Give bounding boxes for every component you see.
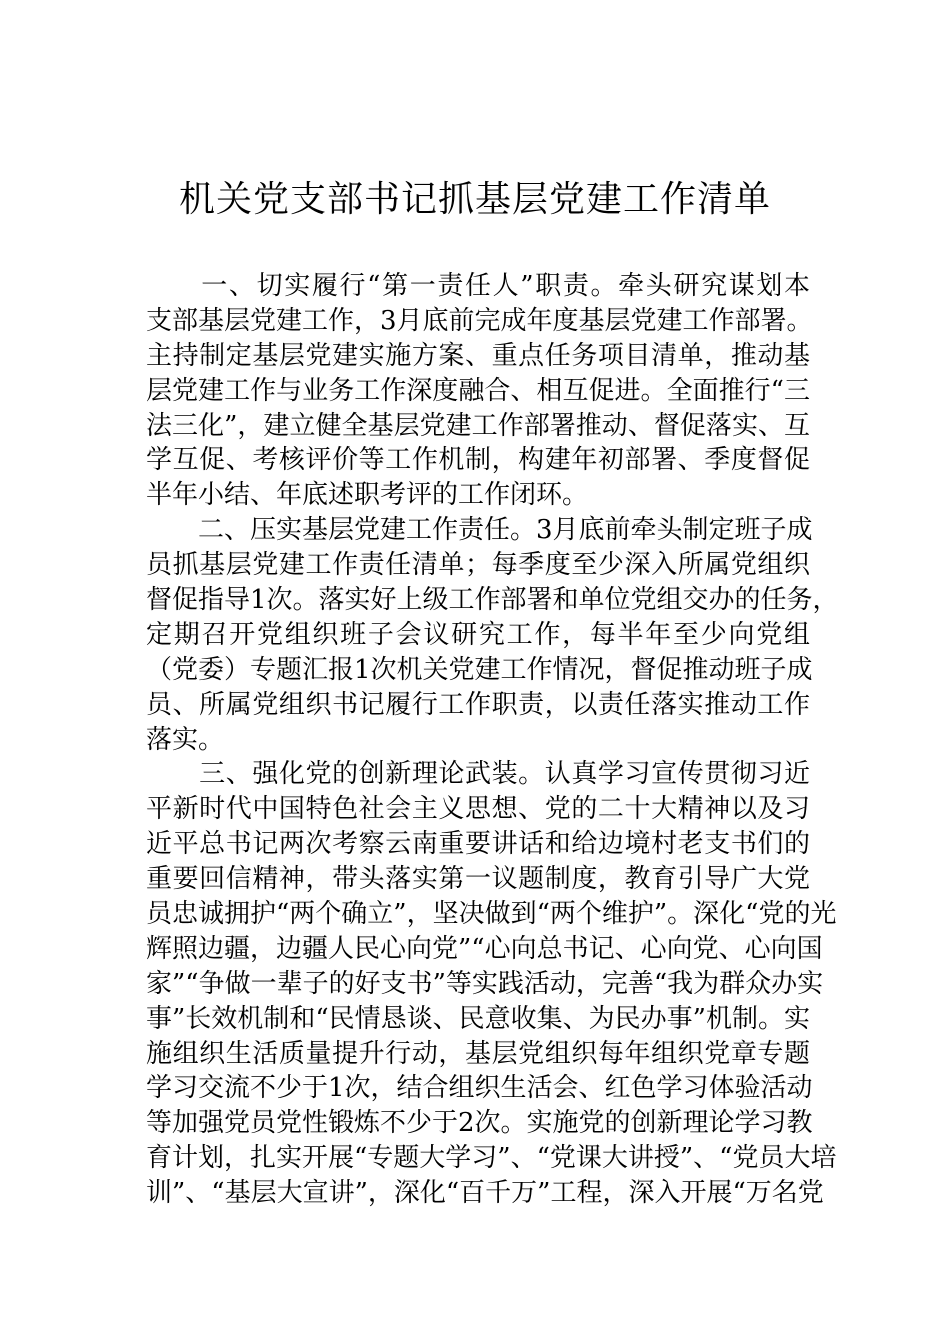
text-line: 员忠诚拥护“两个确立”，坚决做到“两个维护”。深化“党的光 (146, 899, 837, 930)
text-line: 落实。 (146, 724, 225, 755)
text-line: 辉照边疆，边疆人民心向党”“心向总书记、心向党、心向国 (146, 933, 823, 964)
text-line: 法三化”，建立健全基层党建工作部署推动、督促落实、互 (146, 410, 810, 441)
text-line: 督促指导1次。落实好上级工作部署和单位党组交办的任务， (146, 585, 839, 616)
text-line: 定期召开党组织班子会议研究工作，每半年至少向党组 (146, 619, 810, 650)
paragraph-2 (146, 513, 839, 757)
document-title: 机关党支部书记抓基层党建工作清单 (178, 179, 771, 220)
text-line: （党委）专题汇报1次机关党建工作情况，督促推动班子成 (146, 654, 813, 685)
text-line: 事”长效机制和“民情恳谈、民意收集、为民办事”机制。实 (146, 1003, 810, 1034)
text-line: 等加强党员党性锻炼不少于2次。实施党的创新理论学习教 (146, 1108, 813, 1139)
text-line: 学互促、考核评价等工作机制，构建年初部署、季度督促 (146, 445, 810, 476)
paragraph-3 (146, 757, 837, 1211)
text-line: 层党建工作与业务工作深度融合、相互促进。全面推行“三 (146, 375, 810, 406)
text-line: 员、所属党组织书记履行工作职责，以责任落实推动工作 (146, 689, 810, 720)
text-line: 二、压实基层党建工作责任。3月底前牵头制定班子成 (146, 515, 813, 546)
text-line: 三、强化党的创新理论武装。认真学习宣传贯彻习近 (146, 759, 810, 790)
text-line: 主持制定基层党建实施方案、重点任务项目清单，推动基 (146, 340, 810, 371)
document-body (146, 269, 839, 1211)
text-line: 训”、“基层大宣讲”，深化“百千万”工程，深入开展“万名党 (146, 1178, 824, 1209)
text-line: 学习交流不少于1次，结合组织生活会、红色学习体验活动 (146, 1073, 813, 1104)
text-line: 育计划，扎实开展“专题大学习”、“党课大讲授”、“党员大培 (146, 1143, 837, 1174)
text-line: 一、切实履行“第一责任人”职责。牵头研究谋划本 (146, 271, 810, 301)
text-line: 施组织生活质量提升行动，基层党组织每年组织党章专题 (146, 1038, 810, 1069)
text-line: 重要回信精神，带头落实第一议题制度，教育引导广大党 (146, 864, 810, 895)
text-line: 家”“争做一辈子的好支书”等实践活动，完善“我为群众办实 (146, 968, 824, 999)
text-line: 平新时代中国特色社会主义思想、党的二十大精神以及习 (146, 794, 810, 825)
paragraph-1 (146, 269, 813, 513)
text-line: 近平总书记两次考察云南重要讲话和给边境村老支书们的 (146, 829, 810, 860)
text-line: 支部基层党建工作，3月底前完成年度基层党建工作部署。 (146, 305, 813, 336)
text-line: 半年小结、年底述职考评的工作闭环。 (146, 480, 589, 511)
text-line: 员抓基层党建工作责任清单；每季度至少深入所属党组织 (146, 550, 810, 581)
